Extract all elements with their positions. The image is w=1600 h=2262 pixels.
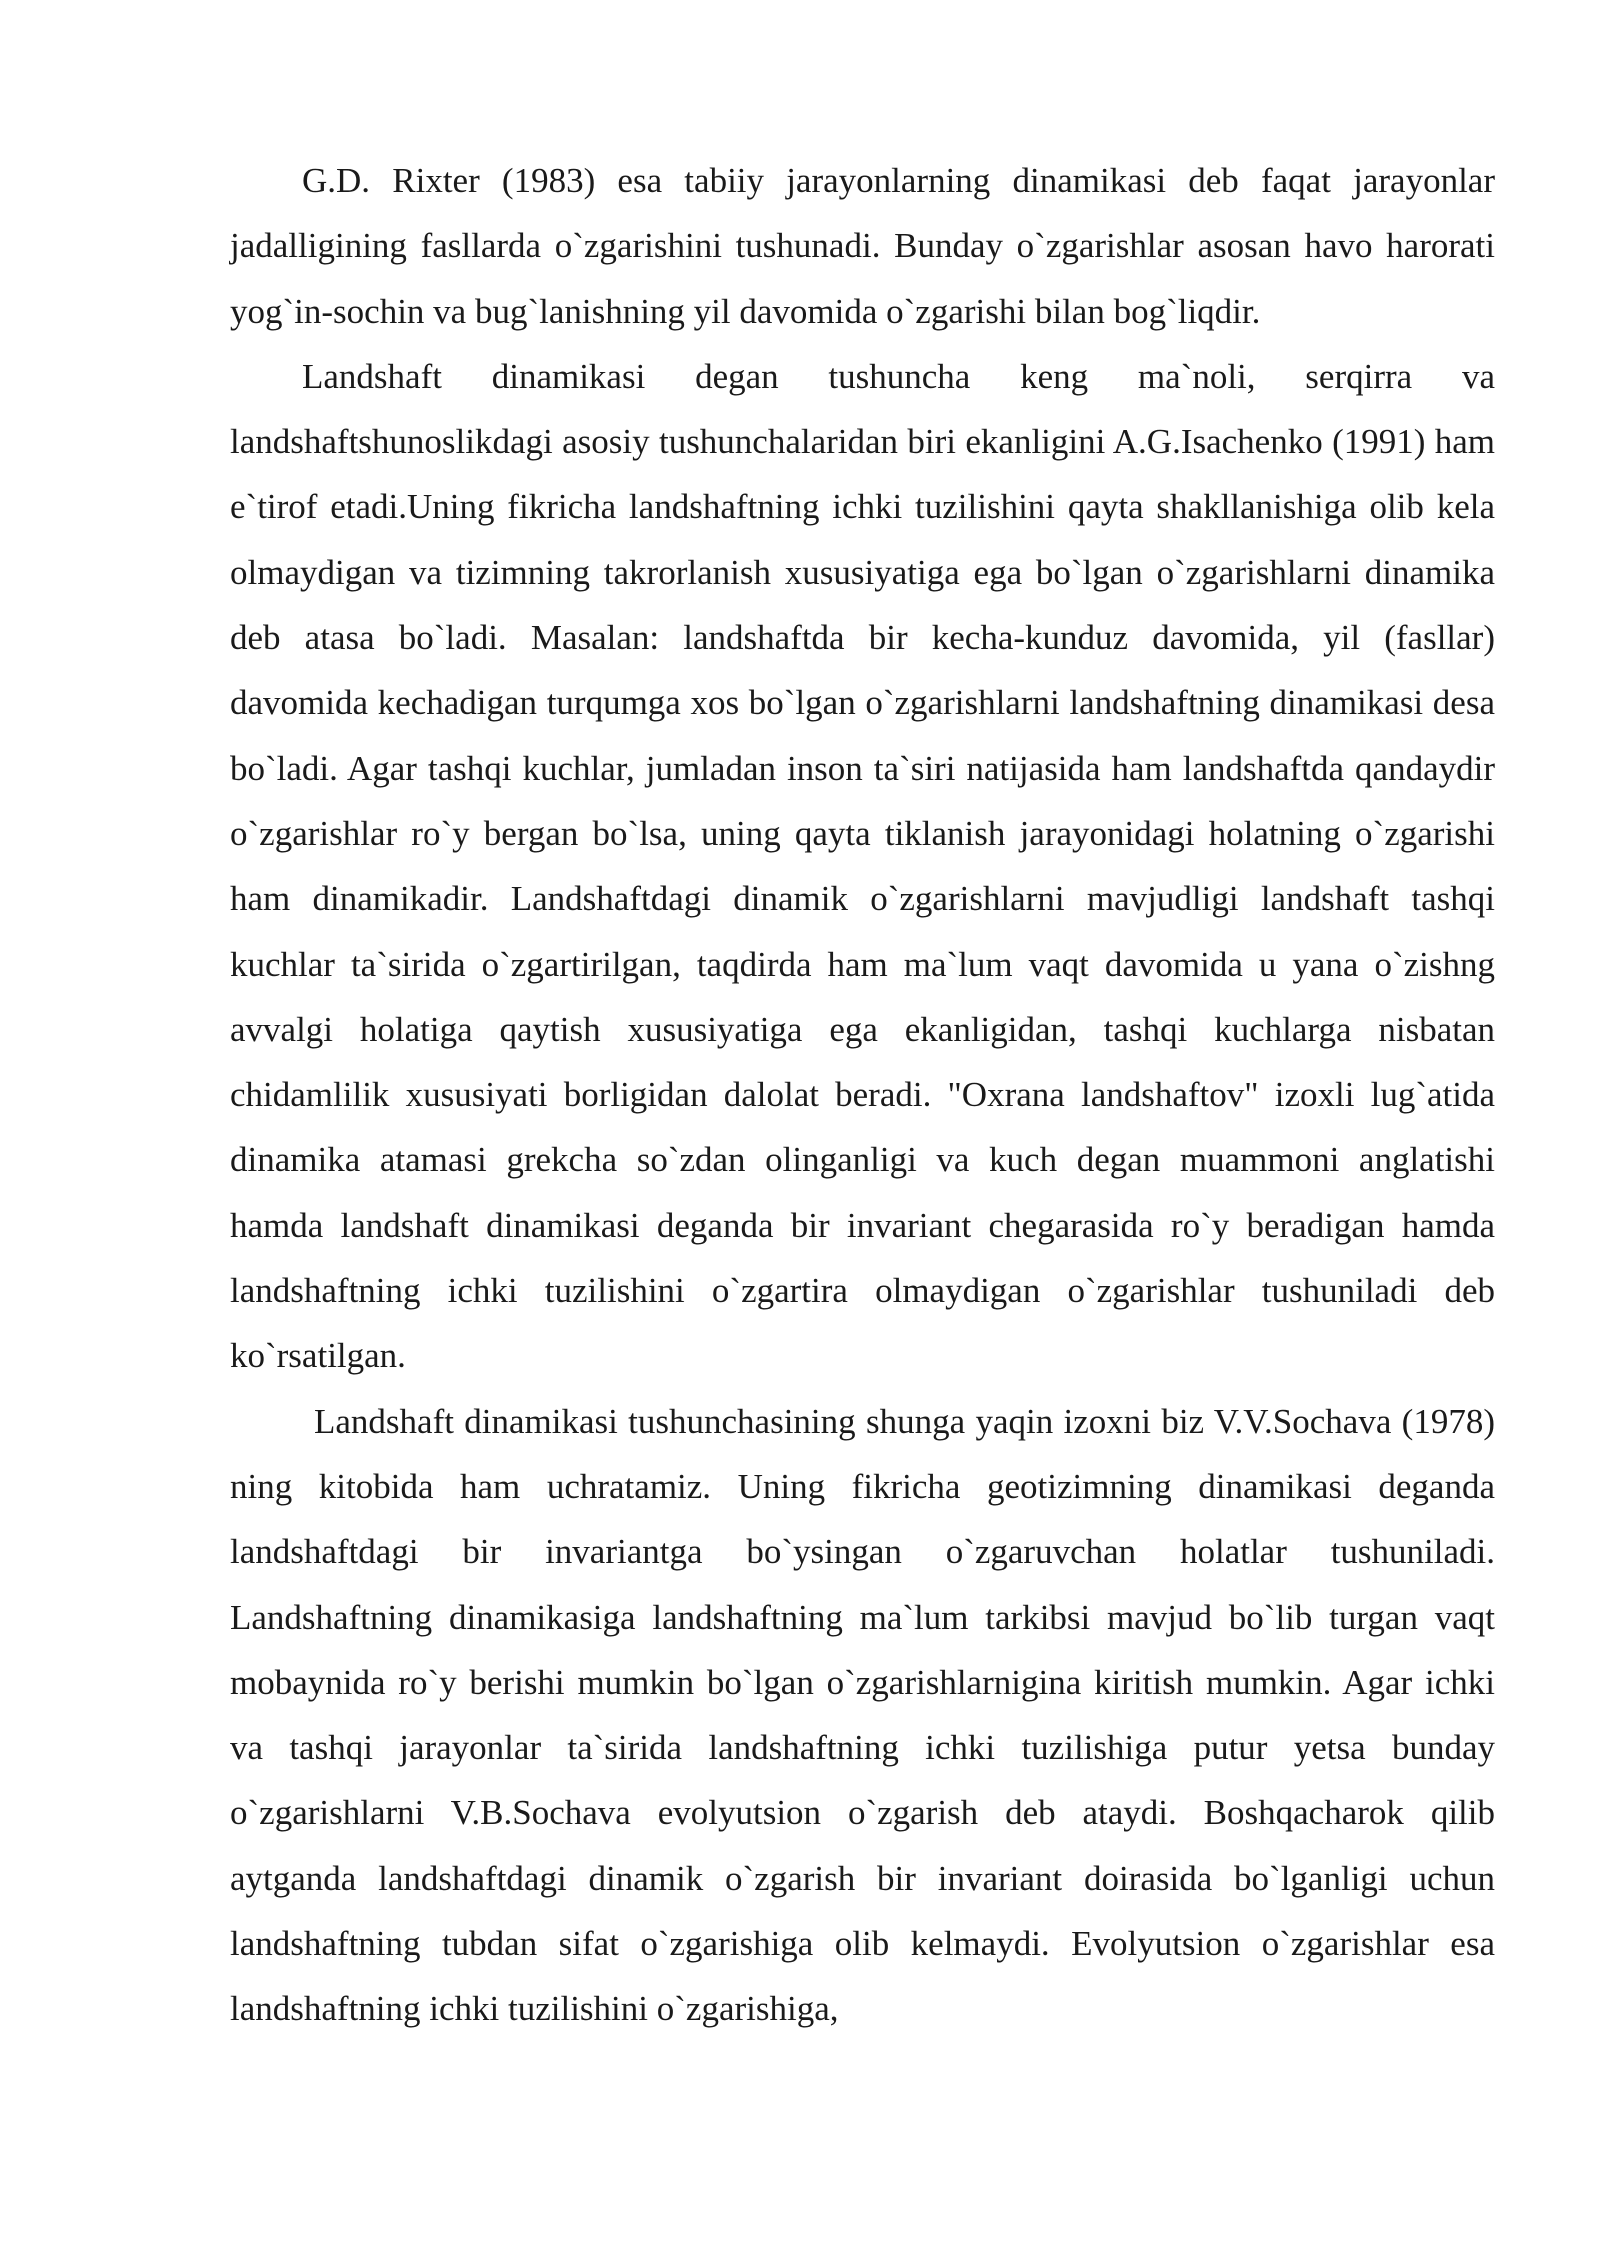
document-page bbox=[230, 148, 1495, 2042]
paragraph-sochava: Landshaft dinamikasi tushunchasining shunga yaqin izoxni biz V.V.Sochava (1978) ning kitobida ham uchratamiz. Uning fikricha geotizimning dinamikasi deganda landshaftdagi bir invariantga bo`ysingan o`zgaruvchan holatlar tushuniladi. Landshaftning dinamikasiga landshaftning ma`lum tarkibsi mavjud bo`lib turgan vaqt mobaynida ro`y berishi mumkin bo`lgan o`zgarishlarnigina kiritish mumkin. Agar ichki va tashqi jarayonlar ta`sirida landshaftning ichki tuzilishiga putur yetsa bunday o`zgarishlarni V.B.Sochava evolyutsion o`zgarish deb ataydi. Boshqacharok qilib aytganda landshaftdagi dinamik o`zgarish bir invariant doirasida bo`lganligi uchun landshaftning tubdan sifat o`zgarishiga olib kelmaydi. Evolyutsion o`zgarishlar esa landshaftning ichki tuzilishini o`zgarishiga, bbox=[230, 1401, 1495, 2029]
paragraph-isachenko: Landshaft dinamikasi degan tushuncha keng ma`noli, serqirra va landshaftshunoslikdagi asosiy tushunchalaridan biri ekanligini A.G.Isachenko (1991) ham e`tirof etadi.Uning fikricha landshaftning ichki tuzilishini qayta shakllanishiga olib kela olmaydigan va tizimning takrorlanish xususiyatiga ega bo`lgan o`zgarishlarni dinamika deb atasa bo`ladi. Masalan: landshaftda bir kecha-kunduz davomida, yil (fasllar) davomida kechadigan turqumga xos bo`lgan o`zgarishlarni landshaftning dinamikasi desa bo`ladi. Agar tashqi kuchlar, jumladan inson ta`siri natijasida ham landshaftda qandaydir o`zgarishlar ro`y bergan bo`lsa, uning qayta tiklanish jarayonidagi holatning o`zgarishi ham dinamikadir. Landshaftdagi dinamik o`zgarishlarni mavjudligi landshaft tashqi kuchlar ta`sirida o`zgartirilgan, taqdirda ham ma`lum vaqt davomida u yana o`zishng avvalgi holatiga qaytish xususiyatiga ega ekanligidan, tashqi kuchlarga nisbatan chidamlilik xususiyati borligidan dalolat beradi. "Oxrana landshaftov" izoxli lug`atida dinamika atamasi grekcha so`zdan olinganligi va kuch degan muammoni anglatishi hamda landshaft dinamikasi deganda bir invariant chegarasida ro`y beradigan hamda landshaftning ichki tuzilishini o`zgartira olmaydigan o`zgarishlar tushuniladi deb ko`rsatilgan. bbox=[230, 356, 1495, 1376]
paragraph-rixter: G.D. Rixter (1983) esa tabiiy jarayonlarning dinamikasi deb faqat jarayonlar jadalligining fasllarda o`zgarishini tushunadi. Bunday o`zgarishlar asosan havo harorati yog`in-sochin va bug`lanishning yil davomida o`zgarishi bilan bog`liqdir. bbox=[230, 161, 1495, 331]
